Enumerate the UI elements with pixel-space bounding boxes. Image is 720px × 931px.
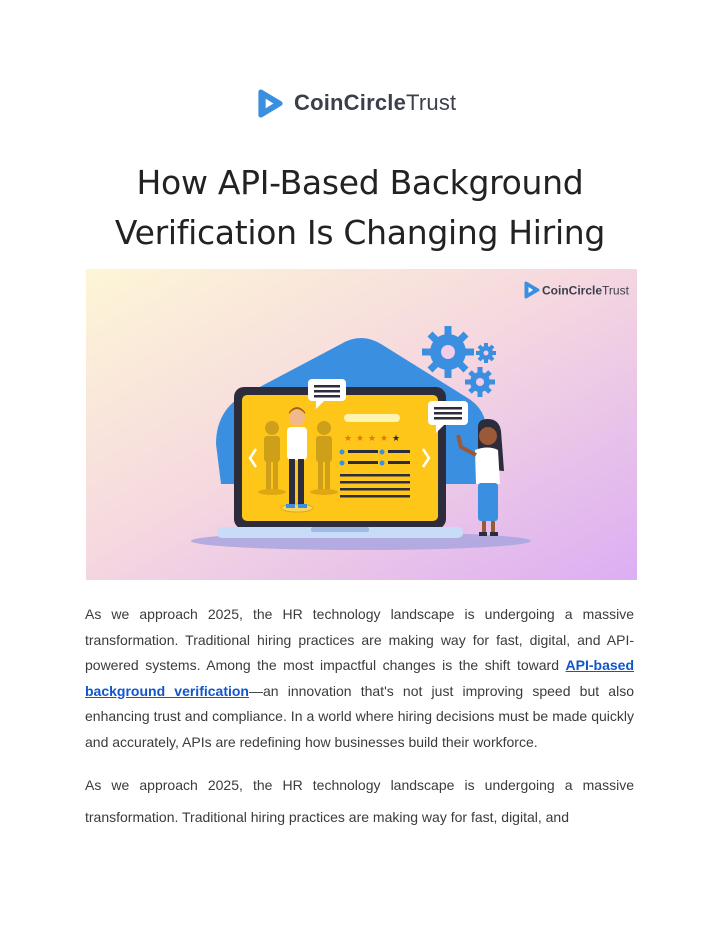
hero-logo-light: Trust — [602, 283, 629, 298]
logo-wordmark — [294, 90, 456, 116]
hero-logo — [526, 283, 630, 298]
article-paragraph-2: As we approach 2025, the HR technology landscape is undergoing a massive transformation. Traditional hiring practices are making way for fast, digital, and — [85, 777, 634, 825]
svg-text:★: ★ — [368, 434, 377, 444]
article-title: How API-Based Background Verification Is Changing Hiring — [114, 163, 606, 252]
svg-text:★: ★ — [392, 434, 401, 444]
paragraph-1-text-after: —an innovation that's not just improving speed but also enhancing trust and compliance. In a world where hiring decisions must be made quickly and accurately, APIs are redefining how businesses build their workforce. — [85, 682, 634, 750]
site-logo[interactable] — [255, 86, 456, 120]
svg-text:★: ★ — [344, 434, 353, 444]
svg-text:★: ★ — [380, 434, 389, 444]
api-verification-link[interactable]: API-based background verification — [85, 657, 634, 699]
logo-name-light: Trust — [406, 90, 457, 115]
article-paragraph-1 — [85, 602, 634, 755]
hero-image — [86, 269, 637, 580]
hero-logo-bold: CoinCircle — [542, 283, 603, 298]
svg-text:CoinCircleTrust — [542, 284, 630, 298]
paragraph-1-text-before: As we approach 2025, the HR technology landscape is undergoing a massive transformation. Traditional hiring practices are making way for fast, digital, and API-powered systems. Among the most impactful changes is the shift toward — [85, 606, 634, 673]
logo-name-bold: CoinCircle — [294, 90, 407, 115]
logo-mark-icon — [255, 88, 286, 119]
svg-text:★: ★ — [356, 434, 365, 444]
